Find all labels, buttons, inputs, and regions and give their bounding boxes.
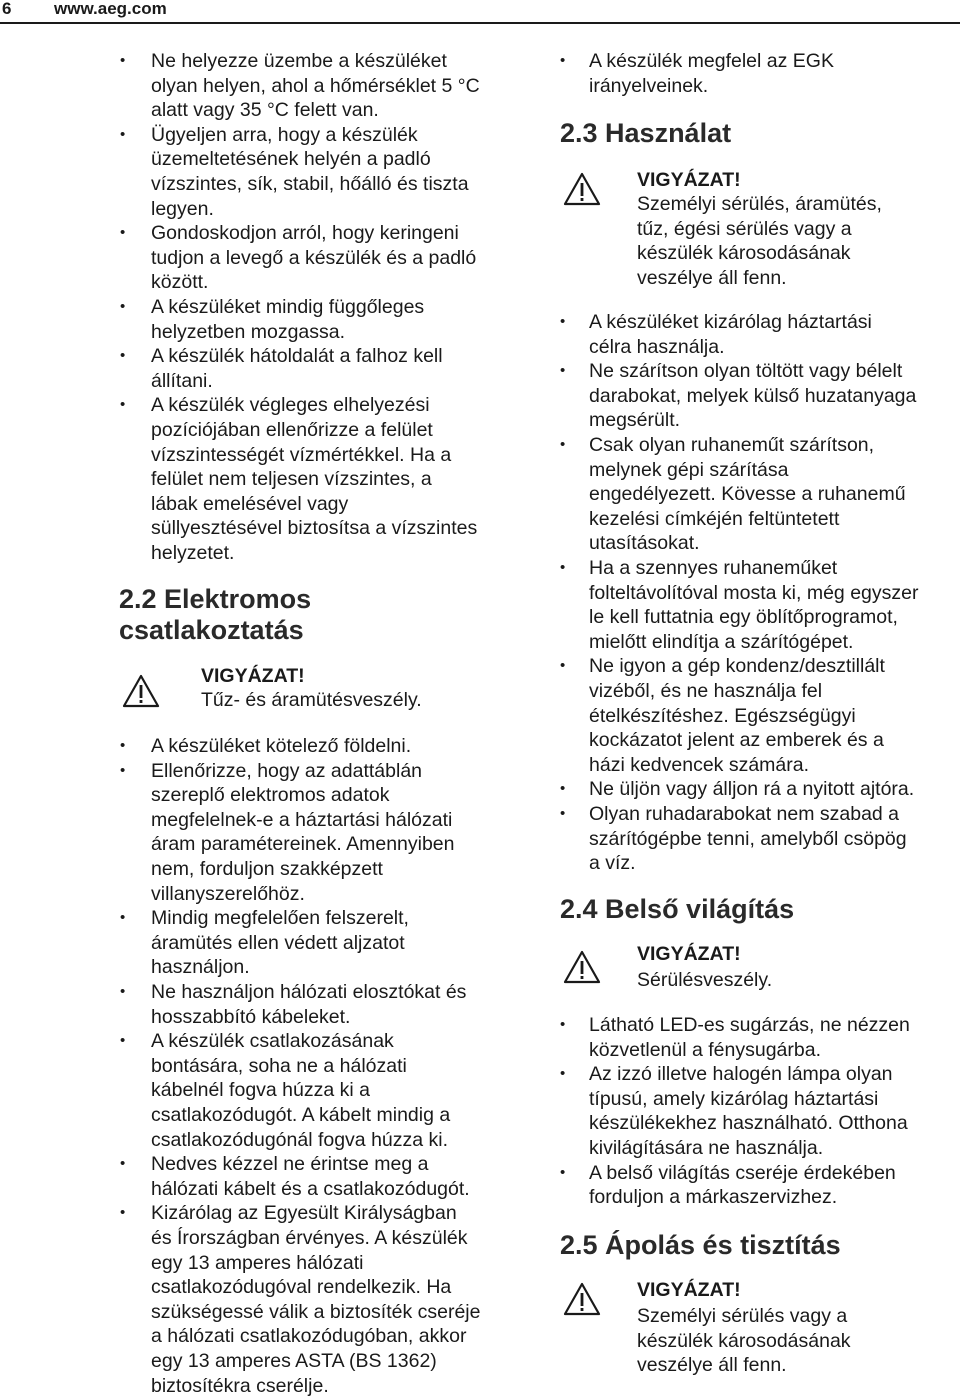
list-item-line: vízszintes, sík, stabil, hőálló és tiszta [151,172,469,195]
site-url: www.aeg.com [54,0,167,18]
list-item-line: tudjon a levegő a készülék és a padló [151,246,477,269]
list-item-line: Ellenőrizze, hogy az adattáblán [151,759,423,782]
list-item-line: kábelnél fogva húzza ki a [151,1079,370,1102]
list-item-line: szükségessé válik a biztosíték cseréje [151,1300,481,1323]
text-line: készülék károsodásának [637,1329,851,1352]
list-item-line: villanyszerelőhöz. [151,882,305,905]
list-item-line: bontására, soha ne a hálózati [151,1054,407,1077]
list-item-line: Látható LED-es sugárzás, ne nézzen [589,1014,910,1036]
list-item-line: áram paramétereinek. Amennyiben [151,833,455,856]
list-item-line: A készülék csatlakozásának [151,1030,394,1053]
page-number: 6 [2,0,12,18]
list-item-line: melynek gépi szárítása [589,458,789,481]
list-item-line: között. [151,271,209,294]
list-item-line: irányelveinek. [589,74,709,97]
list-item-line: helyzetet. [151,541,235,564]
warning-icon [563,1282,601,1316]
bullet-dot: • [120,983,126,1000]
list-item-line: kezelési címkéjén feltüntetett [589,507,840,530]
list-item-line: Ne helyezze üzembe a készüléket [151,50,447,72]
warning-text [637,192,882,290]
list-item-line: folteltávolítóval mosta ki, még egyszer [589,581,919,604]
list-item-line: Ne igyon a gép kondenz/desztillált [589,655,885,678]
text-line: Tűz- és áramütésveszély. [201,689,422,711]
list-item-line: Ha a szennyes ruhaneműket [589,557,838,579]
list-item-line: kockázatot jelent az emberek és a [589,729,884,752]
list-item-line: mielőtt elindítja a szárítógépet. [589,630,854,653]
bullet-dot: • [560,1016,566,1033]
list-item-line: helyzetben mozgassa. [151,320,346,343]
bullet-dot: • [560,657,566,675]
list-item-line: vízszintességét vízmértékkel. Ha a [151,443,452,466]
list-item-line: csatlakozódugót. A kábelt mindig a [151,1103,451,1126]
list-item-line: Az izzó illetve halogén lámpa olyan [589,1063,893,1086]
list-item-line: Mindig megfelelően felszerelt, [151,907,409,930]
list-item-line: egy 13 amperes hálózati [151,1251,364,1274]
list-item-line: házi kedvencek számára. [589,753,810,776]
list-item-line: a víz. [589,852,636,875]
warning-block [563,942,953,1002]
list-item-line: Kizárólag az Egyesült Királyságban [151,1202,457,1225]
list-item-line: felület nem teljesen vízszintes, a [151,468,432,491]
bullet-dot: • [560,1065,566,1083]
text-line: készülék károsodásának [637,242,851,265]
list-item-line: nem, forduljon szakképzett [151,857,383,880]
list-item-line: szárítógépbe tenni, amelyből csöpög [589,827,907,850]
list-item-line: hálózati kábelt és a csatlakozódugót. [151,1177,470,1200]
text-line: Személyi sérülés, áramütés, [637,193,882,215]
bullet-dot: • [120,52,126,69]
list-item-line: biztosítékra cserélje. [151,1374,329,1397]
text-line: Személyi sérülés vagy a [637,1305,848,1327]
warning-title: VIGYÁZAT! [637,943,741,965]
bullet-dot: • [120,761,126,779]
list-item-line: üzemeltetésének helyén a padló [151,148,431,171]
list-item-line: egy 13 amperes ASTA (BS 1362) [151,1349,437,1372]
list-item-line: alatt vagy 35 °C felett van. [151,99,379,122]
warning-title: VIGYÁZAT! [201,665,305,687]
text-line: tűz, égési sérülés vagy a [637,217,852,240]
list-item-line: közvetlenül a fénysugárba. [589,1038,821,1061]
text-line: veszélye áll fenn. [637,266,787,289]
warning-icon [122,674,160,708]
list-item-line: csatlakozódugónál fogva húzza ki. [151,1128,449,1151]
list-item-line: Csak olyan ruhaneműt szárítson, [589,434,875,456]
list-item-line: kivilágítására ne használja. [589,1136,824,1159]
list-item-line: le kell futtatnia egy öblítőprogramot, [589,606,898,629]
warning-text [201,688,422,713]
warning-icon [563,172,601,206]
bullet-dot: • [560,436,566,453]
list-item-line: Gondoskodjon arról, hogy keringeni [151,222,459,245]
list-item-line: A készüléket kötelező földelni. [151,735,412,757]
bullet-dot: • [120,224,126,242]
list-item-line: utasításokat. [589,532,700,555]
warning-text [637,968,772,993]
list-item-line: állítani. [151,369,213,392]
list-item-line: Nedves kézzel ne érintse meg a [151,1153,429,1176]
bullet-dot: • [120,1155,126,1173]
bullet-dot: • [120,347,126,365]
bullet-dot: • [560,805,566,822]
list-item-line: A belső világítás cseréje érdekében [589,1161,896,1184]
list-item-line: megsérült. [589,409,681,432]
warning-title: VIGYÁZAT! [637,169,741,191]
section-title: 2.2 Elektromos csatlakoztatás [119,584,312,645]
bullet-dot: • [560,313,566,330]
bullet-dot: • [120,737,126,754]
list-item-line: áramütés ellen védett aljzatot [151,931,405,954]
list-item-line: készülékekhez használható. Otthona [589,1112,908,1135]
header-rule [0,22,960,24]
bullet-dot: • [120,1204,126,1222]
list-item-line: lábak emelésével vagy [151,492,349,515]
list-item-line: használjon. [151,956,250,979]
warning-block [563,168,953,288]
page-header [0,0,960,20]
bullet-dot: • [560,362,566,380]
warning-text [637,1304,851,1378]
bullet-dot: • [120,396,126,414]
list-item-line: Ne üljön vagy álljon rá a nyitott ajtóra. [589,778,915,801]
list-item-line: A készüléket kizárólag háztartási [589,311,872,333]
section-title: 2.4 Belső világítás [560,894,795,924]
list-item-line: a hálózati csatlakozódugóban, akkor [151,1325,467,1348]
list-item-line: célra használja. [589,335,725,358]
warning-block [563,1278,953,1388]
section-title: 2.3 Használat [560,118,732,148]
list-item-line: darabokat, melyek külső huzatanyaga [589,384,917,407]
bullet-dot: • [120,909,126,927]
list-item-line: Olyan ruhadarabokat nem szabad a [589,803,900,825]
list-item-line: forduljon a márkaszervizhez. [589,1186,838,1209]
list-item-line: szereplő elektromos adatok [151,784,390,807]
warning-block [122,665,542,728]
bullet-dot: • [120,1032,126,1050]
bullet-dot: • [120,125,126,143]
list-item-line: és Írországban érvényes. A készülék [151,1226,468,1249]
list-item-line: Ne szárítson olyan töltött vagy bélelt [589,360,903,383]
list-item-line: A készülék megfelel az EGK [589,50,834,72]
bullet-dot: • [560,559,566,576]
list-item-line: Ne használjon hálózati elosztókat és [151,981,467,1003]
list-item-line: süllyesztésével biztosítsa a vízszintes [151,517,478,540]
bullet-dot: • [560,1163,566,1181]
warning-icon [563,950,601,984]
text-line: veszélye áll fenn. [637,1354,787,1377]
list-item-line: A készülék végleges elhelyezési [151,394,430,417]
list-item-line: Ügyeljen arra, hogy a készülék [151,123,418,146]
bullet-dot: • [560,52,566,69]
list-item-line: vizéből, és ne használja fel [589,679,823,702]
list-item-line: engedélyezett. Kövesse a ruhanemű [589,483,906,506]
list-item-line: olyan helyen, ahol a hőmérséklet 5 °C [151,74,480,97]
list-item-line: legyen. [151,197,214,220]
section-title: 2.5 Ápolás és tisztítás [560,1230,841,1260]
warning-title: VIGYÁZAT! [637,1279,741,1301]
list-item-line: megfelelnek-e a háztartási hálózati [151,808,453,831]
list-item-line: csatlakozódugóval rendelkezik. Ha [151,1276,452,1299]
list-item-line: ételkészítéshez. Egészségügyi [589,704,856,727]
text-line: Sérülésveszély. [637,969,773,991]
list-item-line: A készülék hátoldalát a falhoz kell [151,345,443,368]
bullet-dot: • [120,298,126,315]
list-item-line: típusú, amely kizárólag háztartási [589,1087,879,1110]
list-item-line: A készüléket mindig függőleges [151,296,425,318]
list-item-line: hosszabbító kábeleket. [151,1005,351,1028]
bullet-dot: • [560,780,566,798]
list-item-line: pozíciójában ellenőrizze a felület [151,418,433,441]
